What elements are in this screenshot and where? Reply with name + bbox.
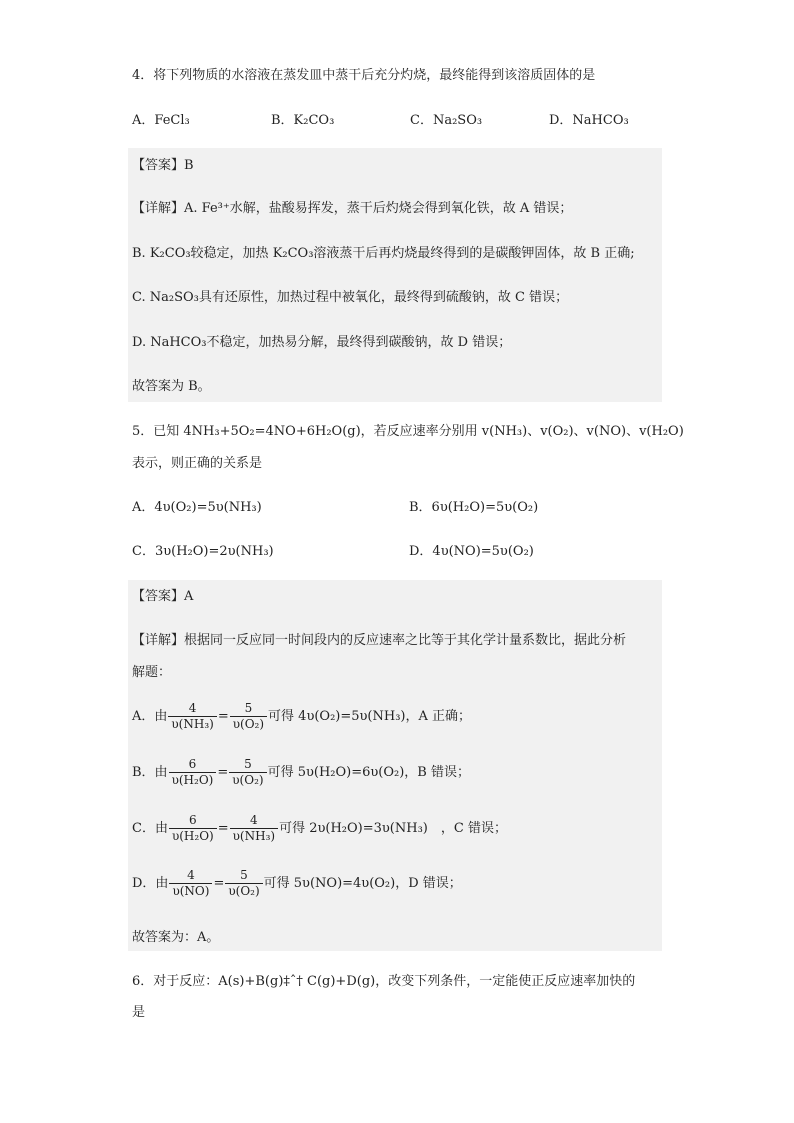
numerator: 4 (188, 701, 197, 715)
q6-stem-line2: 是 (132, 1005, 146, 1020)
q5-row-d: D．由 $\frac{4}{\upsilon(NO)}$ = $\frac{5}{\text{υ(O₂)}}$ 可得 5υ(NO)=4υ(O₂)，D 错误； (132, 868, 462, 898)
fraction-right (230, 813, 278, 844)
row-prefix: C．由 (132, 821, 168, 836)
q4-conclusion: 故答案为 B。 (132, 379, 211, 394)
fraction-left (169, 813, 217, 844)
row-prefix: B．由 (132, 765, 168, 780)
row-prefix: A．由 (132, 709, 168, 724)
q4-option-c: C．Na₂SO₃ (410, 113, 483, 128)
numerator: 5 (244, 757, 252, 771)
denominator: υ(O₂) (225, 883, 262, 899)
denominator: υ(O₂) (229, 772, 266, 788)
q6-stem-line1: 6．对于反应：A(s)+B(g)‡ˆ† C(g)+D(g)，改变下列条件，一定能使正反应速率加快的 (132, 974, 636, 989)
fraction-right (225, 868, 262, 899)
q5-stem-line1: 5．已知 4NH₃+5O₂=4NO+6H₂O(g)，若反应速率分别用 v(NH₃)、v(O₂)、v(NO)、v(H₂O) (132, 424, 684, 439)
q4-option-a: A．FeCl₃ (132, 113, 190, 128)
q5-option-c: C．3υ(H₂O)=2υ(NH₃) (132, 544, 274, 559)
numerator: 5 (240, 868, 248, 882)
denominator: υ(NH₃) (168, 716, 216, 732)
numerator: 6 (188, 757, 197, 771)
fraction-left (169, 868, 212, 899)
fraction-right (229, 757, 266, 788)
q4-answer: 【答案】B (132, 158, 194, 173)
q4-stem: 4．将下列物质的水溶液在蒸发皿中蒸干后充分灼烧，最终能得到该溶质固体的是 (132, 68, 596, 83)
row-suffix: 可得 5υ(H₂O)=6υ(O₂)，B 错误； (267, 765, 470, 780)
q4-option-b: B．K₂CO₃ (271, 113, 335, 128)
q5-row-a: A．由 $\frac{4}{\text{υ(NH₃)}}$ = $\frac{5}{\text{υ(O₂)}}$ 可得 4υ(O₂)=5υ(NH₃)，A 正确； (132, 701, 472, 731)
q5-answer: 【答案】A (132, 589, 194, 604)
q4-explain-b: B. K₂CO₃较稳定，加热 K₂CO₃溶液蒸干后再灼烧最终得到的是碳酸钾固体，故 B 正确; (132, 246, 635, 261)
q5-option-d: D．4υ(NO)=5υ(O₂) (409, 544, 534, 559)
row-suffix: 可得 2υ(H₂O)=3υ(NH₃) ，C 错误； (279, 821, 507, 836)
fraction-left (168, 701, 216, 732)
q5-stem-line2: 表示，则正确的关系是 (132, 456, 263, 471)
denominator: υ(NH₃) (230, 828, 278, 844)
fraction-right (230, 701, 267, 732)
q5-option-b: B．6υ(H₂O)=5υ(O₂) (409, 500, 539, 515)
denominator: υ(O₂) (230, 716, 267, 732)
numerator: 4 (250, 813, 258, 827)
q5-conclusion: 故答案为：A。 (132, 930, 220, 945)
row-suffix: 可得 5υ(NO)=4υ(O₂)，D 错误； (263, 876, 462, 891)
row-prefix: D．由 (132, 876, 169, 891)
q5-option-a: A．4υ(O₂)=5υ(NH₃) (132, 500, 262, 515)
numerator: 4 (187, 868, 195, 882)
q4-explain-c: C. Na₂SO₃具有还原性，加热过程中被氧化，最终得到硫酸钠，故 C 错误； (132, 290, 569, 305)
q4-option-d: D．NaHCO₃ (549, 113, 629, 128)
q5-row-c: C．由 $\frac{6}{\text{υ(H₂O)}}$ = $\frac{4}{\text{υ(NH₃)}}$ 可得 2υ(H₂O)=3υ(NH₃) ，C 错误； (132, 813, 507, 843)
q5-explain-line2: 解题： (132, 665, 172, 680)
q4-explain-a: 【详解】A. Fe³⁺水解，盐酸易挥发，蒸干后灼烧会得到氧化铁，故 A 错误； (132, 201, 573, 216)
q5-explain-line1: 【详解】根据同一反应同一时间段内的反应速率之比等于其化学计量系数比，据此分析 (132, 633, 627, 648)
q4-explain-d: D. NaHCO₃不稳定，加热易分解，最终得到碳酸钠，故 D 错误； (132, 335, 512, 350)
q4-solution-panel (128, 148, 662, 402)
denominator: υ(H₂O) (169, 828, 217, 844)
numerator: 6 (189, 813, 197, 827)
q5-row-b: B．由 $\frac{6}{\text{υ(H₂O)}}$ = $\frac{5}{\text{υ(O₂)}}$ 可得 5υ(H₂O)=6υ(O₂)，B 错误； (132, 757, 470, 787)
denominator: υ(H₂O) (169, 772, 217, 788)
row-suffix: 可得 4υ(O₂)=5υ(NH₃)，A 正确； (268, 709, 472, 724)
fraction-left (169, 757, 217, 788)
numerator: 5 (244, 701, 253, 715)
denominator: υ(NO) (169, 883, 212, 899)
